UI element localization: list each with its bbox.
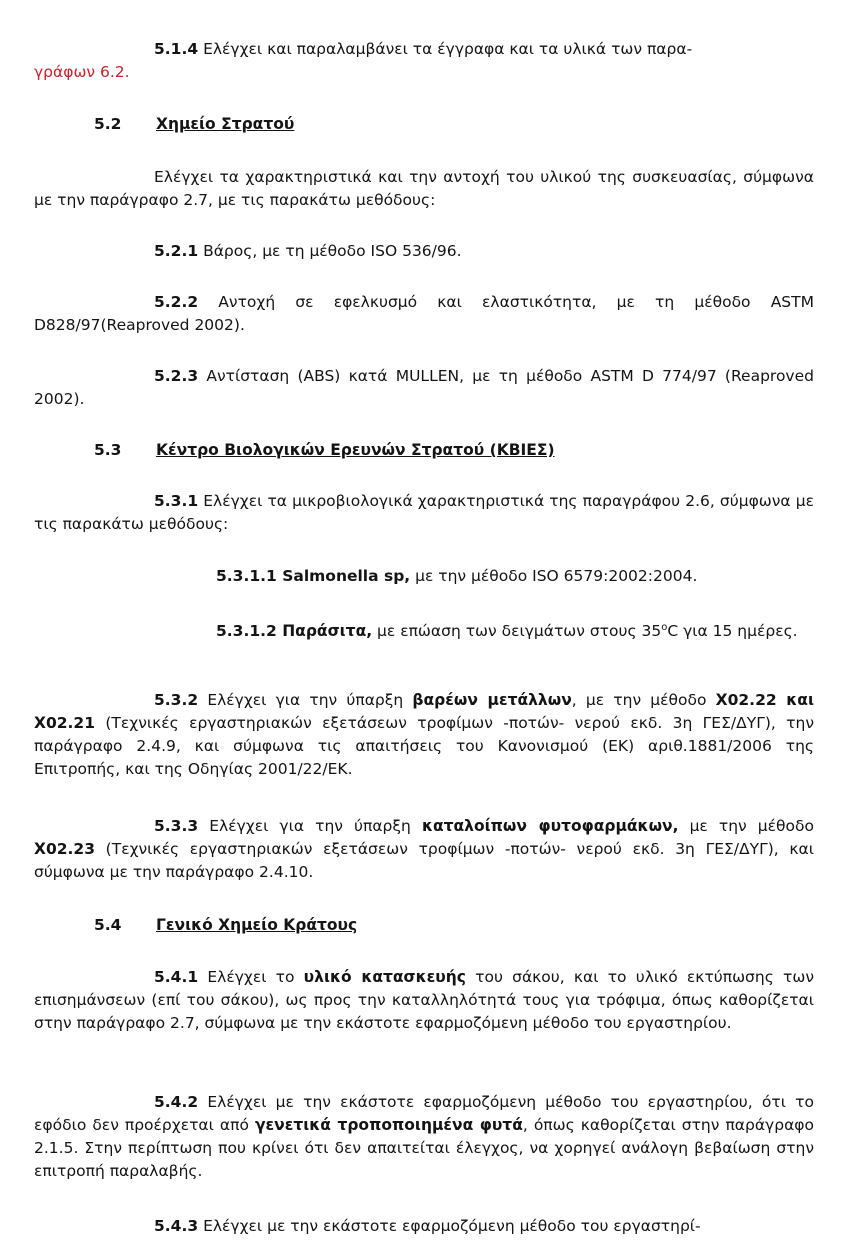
section-number: 5.3 bbox=[94, 441, 122, 459]
paragraph-5-3-1 bbox=[34, 490, 814, 536]
section-title: Κέντρο Βιολογικών Ερευνών Στρατού (ΚΒΙΕΣ) bbox=[156, 441, 555, 459]
paragraph-text: Ελέγχει για την ύπαρξη bbox=[198, 691, 413, 709]
paragraph-text: Ελέγχει με την εκάστοτε εφαρμοζόμενη μέθοδο του εργαστηρί- bbox=[198, 1217, 701, 1235]
section-number: 5.4 bbox=[94, 916, 122, 934]
paragraph-text: Ελέγχει για την ύπαρξη bbox=[198, 817, 422, 835]
paragraph-number: 5.3.1.2 bbox=[216, 622, 277, 641]
section-heading-5-3 bbox=[94, 441, 555, 459]
paragraph-number: 5.2.1 bbox=[154, 242, 199, 260]
paragraph-text: Βάρος, με τη μέθοδο ISO 536/96. bbox=[198, 242, 462, 260]
section-number: 5.2 bbox=[94, 115, 122, 133]
paragraph-text: Ελέγχει τα μικροβιολογικά χαρακτηριστικά της παραγράφου 2.6, σύμφωνα με τις παρακάτω μεθόδους: bbox=[34, 492, 814, 533]
paragraph-text: Ελέγχει τα χαρακτηριστικά και την αντοχή του υλικού της συσκευασίας, σύμφωνα με την παράγραφο 2.7, με τις παρακάτω μεθόδους: bbox=[34, 168, 814, 209]
paragraph-5-3-3 bbox=[34, 815, 814, 884]
method-code: Χ02.23 bbox=[34, 840, 95, 858]
paragraph-5-3-1-2 bbox=[34, 616, 814, 643]
paragraph-5-2-1 bbox=[34, 240, 814, 263]
paragraph-5-4-2 bbox=[34, 1091, 814, 1183]
paragraph-text: , με την μέθοδο bbox=[571, 691, 716, 709]
paragraph-text-cont: C για 15 ημέρες. bbox=[667, 622, 798, 641]
heavy-metals-term: βαρέων μετάλλων bbox=[412, 691, 572, 709]
section-heading-5-4 bbox=[94, 916, 357, 934]
paragraph-number: 5.4.2 bbox=[154, 1093, 199, 1111]
paragraph-text: (Τεχνικές εργαστηριακών εξετάσεων τροφίμων -ποτών- νερού εκδ. 3η ΓΕΣ/ΔΥΓ), την παράγραφο 2.4.9, και σύμφωνα τις απαιτήσεις του Κανονισμού (ΕΚ) αριθ.1881/2006 της Επιτροπής, και της Οδηγίας 2001/22/ΕΚ. bbox=[34, 714, 814, 778]
paragraph-5-3-2 bbox=[34, 689, 814, 781]
section-title: Γενικό Χημείο Κράτους bbox=[156, 916, 358, 934]
section-title: Χημείο Στρατού bbox=[156, 115, 295, 133]
paragraph-text: , όπως καθορίζεται στην παράγραφο 2.1.5. Στην περίπτωση που κρίνει ότι δεν απαιτείται έλεγχος, να χορηγεί ανάλογη βεβαίωση στην επιτροπή παραλαβής. bbox=[34, 1116, 814, 1180]
paragraph-text: του σάκου, και το υλικό εκτύπωσης των επισημάνσεων (επί του σάκου), ως προς την καταλληλότητά τους για τρόφιμα, όπως καθορίζεται στην παράγραφο 2.7, σύμφωνα με την εκάστοτε εφαρμοζόμενη μέθοδο του εργαστηρίου. bbox=[34, 968, 814, 1032]
paragraph-text: Ελέγχει και παραλαμβάνει τα έγγραφα και τα υλικά των παρα- bbox=[198, 40, 693, 58]
paragraph-number: 5.2.3 bbox=[154, 367, 199, 385]
paragraph-5-2-2 bbox=[34, 291, 814, 337]
method-code: Χ02.22 και Χ02.21 bbox=[34, 691, 814, 732]
paragraph-number: 5.3.2 bbox=[154, 691, 199, 709]
paragraph-number: 5.3.1.1 bbox=[216, 567, 277, 585]
section-heading-5-2 bbox=[94, 115, 294, 133]
pesticide-residues-term: καταλοίπων φυτοφαρμάκων, bbox=[421, 817, 679, 835]
paragraph-number: 5.3.3 bbox=[154, 817, 199, 835]
paragraph-text: με επώαση των δειγμάτων στους 35 bbox=[372, 622, 662, 641]
paragraph-number: 5.4.3 bbox=[154, 1217, 199, 1235]
parasites-label: Παράσιτα, bbox=[276, 622, 373, 641]
red-reference-text: γράφων 6.2. bbox=[34, 63, 130, 81]
paragraph-number: 5.4.1 bbox=[154, 968, 199, 986]
paragraph-text: Αντοχή σε εφελκυσμό και ελαστικότητα, με τη μέθοδο ASTM D828/97(Reaproved 2002). bbox=[34, 293, 814, 334]
paragraph-text: με την μέθοδο bbox=[678, 817, 814, 835]
organism-name: Salmonella sp, bbox=[276, 567, 411, 585]
degree-sign: o bbox=[661, 622, 668, 633]
paragraph-number: 5.2.2 bbox=[154, 293, 199, 311]
gmo-term: γενετικά τροποποιημένα φυτά bbox=[254, 1116, 523, 1134]
paragraph-text: με την μέθοδο ISO 6579:2002:2004. bbox=[410, 567, 698, 585]
paragraph-5-2-intro bbox=[34, 166, 814, 212]
paragraph-5-4-1 bbox=[34, 966, 814, 1035]
paragraph-5-4-3 bbox=[34, 1215, 814, 1238]
paragraph-number: 5.3.1 bbox=[154, 492, 199, 510]
paragraph-text: Ελέγχει με την εκάστοτε εφαρμοζόμενη μέθοδο του εργαστηρίου, ότι το εφόδιο δεν προέρχεται από bbox=[34, 1093, 814, 1134]
paragraph-text: Ελέγχει το bbox=[198, 968, 304, 986]
paragraph-number: 5.1.4 bbox=[154, 40, 199, 58]
paragraph-5-1-4 bbox=[34, 38, 814, 84]
paragraph-5-2-3 bbox=[34, 365, 814, 411]
material-term: υλικό κατασκευής bbox=[303, 968, 466, 986]
paragraph-text: Αντίσταση (ABS) κατά MULLEN, με τη μέθοδο ASTM D 774/97 (Reaproved 2002). bbox=[34, 367, 814, 408]
paragraph-text: (Τεχνικές εργαστηριακών εξετάσεων τροφίμων -ποτών- νερού εκδ. 3η ΓΕΣ/ΔΥΓ), και σύμφωνα με την παράγραφο 2.4.10. bbox=[34, 840, 814, 881]
paragraph-5-3-1-1 bbox=[34, 565, 814, 588]
